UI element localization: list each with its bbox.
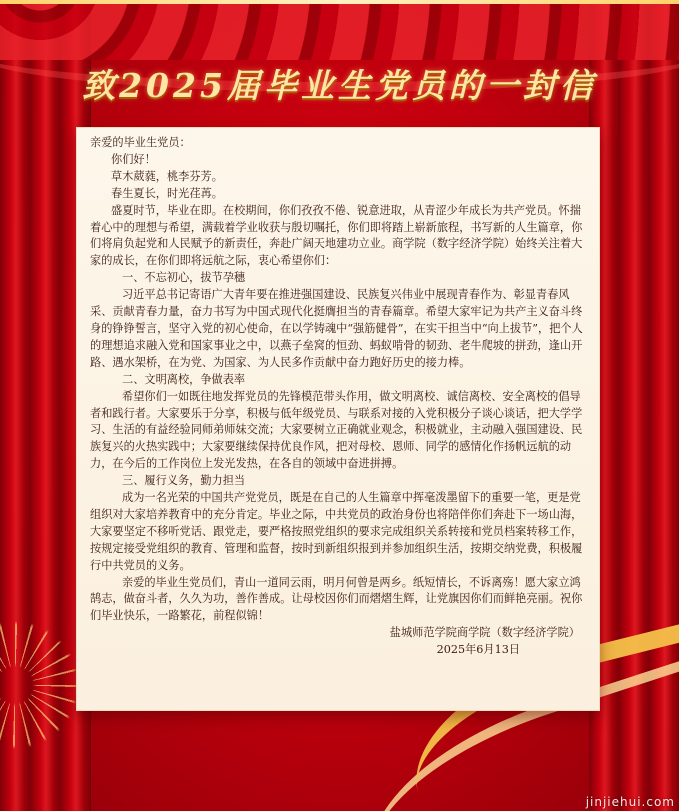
section-heading: 三、履行义务，勤力担当 bbox=[122, 474, 246, 488]
section-heading: 二、文明离校，争做表率 bbox=[122, 372, 246, 386]
signature: 盐城师范学院商学院（数字经济学院） bbox=[389, 626, 580, 640]
paragraph: 成为一名光荣的中国共产党党员，既是在自己的人生篇章中挥毫泼墨留下的重要一笔，更是党组织对大家培养教育中的充分肯定。毕业之际，中共党员的政治身份也将陪伴你们奔赴下一场山海，大家要坚定不移听党话、跟党走，要严格按照党组织的要求完成组织关系转接和党员档案转移工作，按规定接受党组织的教育、管理和监督，按时到新组织报到并参加组织生活，按期交纳党费，积极履行中共党员的义务。 bbox=[90, 491, 583, 572]
top-gold-border bbox=[0, 0, 679, 4]
watermark: jinjiehui.com bbox=[585, 795, 675, 809]
paragraph: 希望你们一如既往地发挥党员的先锋模范带头作用，做文明离校、诚信离校、安全离校的倡导者和践行者。大家要乐于分享，积极与低年级党员、与联系对接的入党积极分子谈心谈话，把大学学习、生活的有益经验同师弟师妹交流；大家要树立正确就业观念，积极就业，主动融入强国建设、民族复兴的火热实践中；大家要继续保持优良作风，把对母校、恩师、同学的感情化作扬帆远航的动力，在今后的工作岗位上发光发热，在各自的领域中奋进拼搏。 bbox=[90, 389, 583, 471]
paragraph: 盛夏时节，毕业在即。在校期间，你们孜孜不倦、锐意进取，从青涩少年成长为共产党员。怀揣着心中的理想与希望，满载着学业收获与殷切嘱托，你们即将踏上崭新旅程，书写新的人生篇章，你们将肩负起党和人民赋予的新责任，奔赴广阔天地建功立业。商学院（数字经济学院）始终关注着大家的成长，在你们即将远航之际，衷心希望你们： bbox=[90, 203, 583, 268]
letter-date: 2025年6月13日 bbox=[436, 643, 520, 657]
letter-body bbox=[90, 135, 588, 659]
greeting-line: 春生夏长，时光荏苒。 bbox=[111, 186, 223, 200]
letter-paper bbox=[76, 127, 600, 711]
greeting-line: 草木葳蕤，桃李芬芳。 bbox=[111, 169, 223, 183]
salutation: 亲爱的毕业生党员： bbox=[90, 136, 191, 149]
paragraph: 习近平总书记寄语广大青年要在推进强国建设、民族复兴伟业中展现青春作为、彰显青春风采、贡献青春力量，奋力书写为中国式现代化挺膺担当的青春篇章。希望大家牢记为共产主义奋斗终身的铮铮誓言，坚守入党的初心使命，在以学铸魂中“强筋健骨”，在实干担当中“向上拔节”，把个人的理想追求融入党和国家事业之中，以燕子垒窝的恒劲、蚂蚁啃骨的韧劲、老牛爬坡的拼劲，逢山开路、遇水架桥，在为党、为国家、为人民多作贡献中奋力跑好历史的接力棒。 bbox=[90, 288, 583, 369]
paragraph: 亲爱的毕业生党员们，青山一道同云雨，明月何曾是两乡。纸短情长，不诉离殇！愿大家立鸿鹄志，做奋斗者，久久为功，善作善成。让母校因你们而熠熠生辉，让党旗因你们而鲜艳亮丽。祝你们毕业快乐，一路繁花，前程似锦！ bbox=[90, 575, 583, 623]
greeting-line: 你们好！ bbox=[111, 152, 156, 166]
page-title: 致2025届毕业生党员的一封信 bbox=[82, 66, 597, 105]
section-heading: 一、不忘初心，拔节孕穗 bbox=[122, 271, 246, 285]
